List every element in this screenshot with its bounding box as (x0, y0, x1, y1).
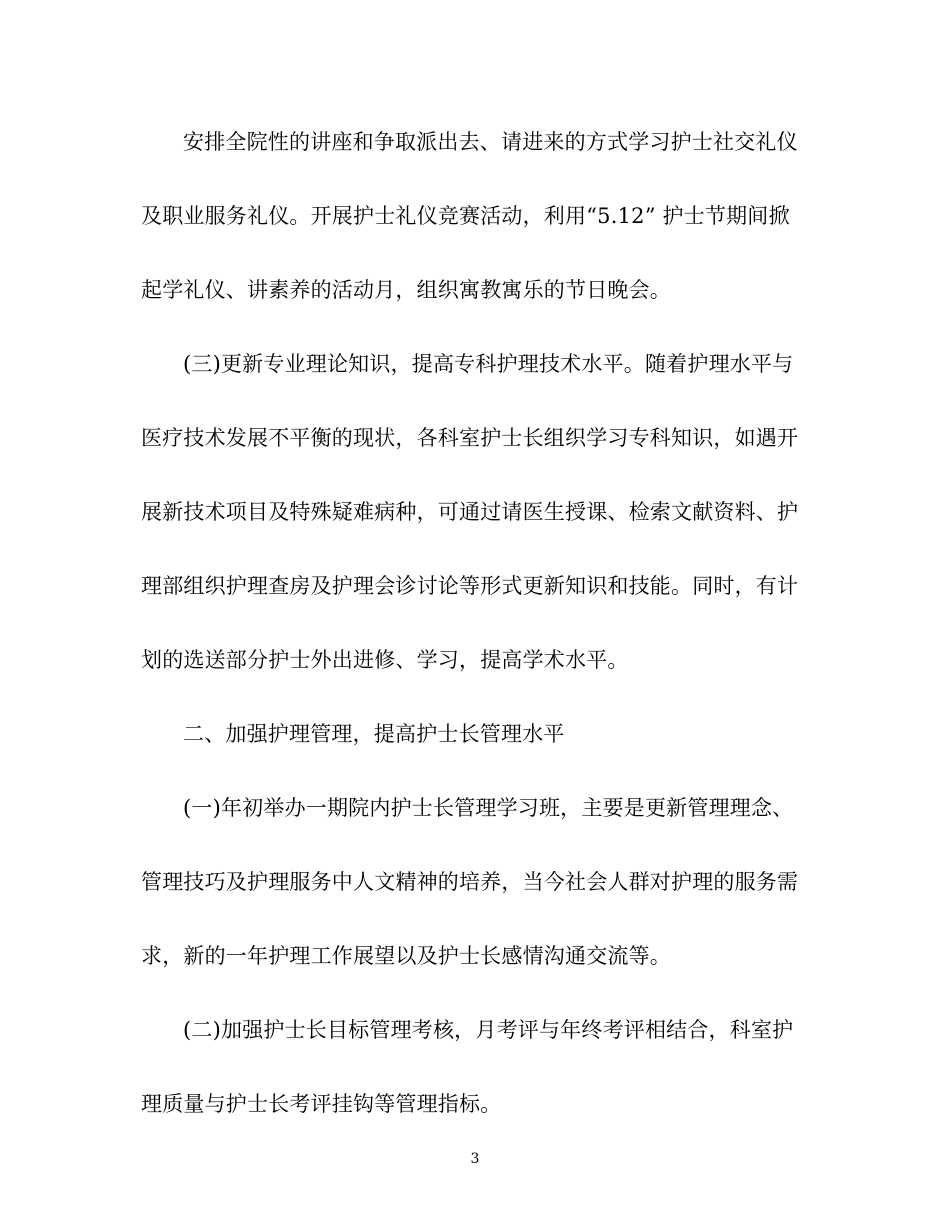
paragraph-line: (二)加强护士长目标管理考核，月考评与年终考评相结合，科室护 (183, 1018, 794, 1042)
paragraph-line: 理部组织护理查房及护理会诊讨论等形式更新知识和技能。同时，有计 (141, 574, 799, 598)
paragraph-line: 展新技术项目及特殊疑难病种，可通过请医生授课、检索文献资料、护 (141, 500, 799, 524)
paragraph-line: 求，新的一年护理工作展望以及护士长感情沟通交流等。 (141, 944, 671, 968)
paragraph-line: (一)年初举办一期院内护士长管理学习班，主要是更新管理理念、 (183, 796, 794, 820)
paragraph-line: 起学礼仪、讲素养的活动月，组织寓教寓乐的节日晚会。 (141, 278, 671, 302)
paragraph-line: 划的选送部分护士外出进修、学习，提高学术水平。 (141, 648, 629, 672)
paragraph-line: 理质量与护士长考评挂钩等管理指标。 (141, 1092, 502, 1116)
section-heading: 二、加强护理管理，提高护士长管理水平 (183, 722, 565, 746)
paragraph-line: 管理技巧及护理服务中人文精神的培养，当今社会人群对护理的服务需 (141, 870, 799, 894)
paragraph-line: 安排全院性的讲座和争取派出去、请进来的方式学习护士社交礼仪 (183, 130, 798, 154)
paragraph-line: 医疗技术发展不平衡的现状，各科室护士长组织学习专科知识，如遇开 (141, 426, 799, 450)
paragraph-line: (三)更新专业理论知识，提高专科护理技术水平。随着护理水平与 (183, 352, 794, 376)
paragraph-line: 及职业服务礼仪。开展护士礼仪竞赛活动，利用“5.12” 护士节期间掀 (141, 204, 790, 228)
page-number: 3 (470, 1151, 480, 1167)
